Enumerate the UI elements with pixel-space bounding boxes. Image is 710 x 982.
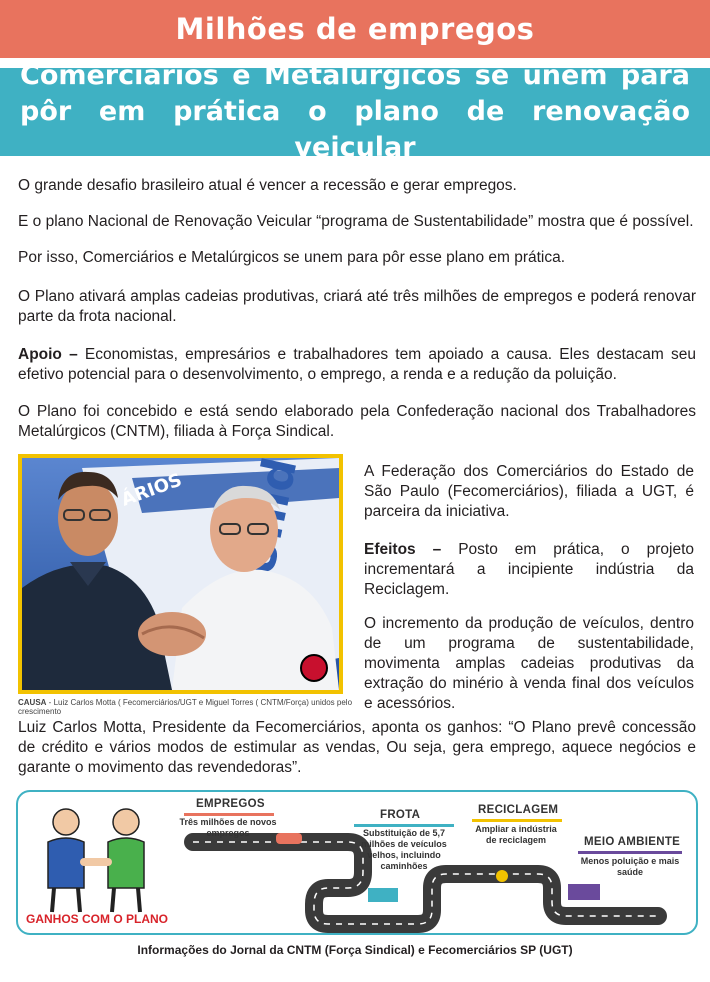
footer-credit: Informações do Jornal da CNTM (Força Sindical) e Fecomerciários SP (UGT)	[137, 943, 573, 957]
headline-box	[0, 60, 710, 163]
paragraph-4: O Plano ativará amplas cadeias produtivas, criará até três milhões de empregos e poderá renovar parte da frota nacional.	[18, 288, 696, 325]
ganhos-label: GANHOS COM O PLANO	[26, 912, 169, 926]
truck-icon	[368, 888, 398, 902]
top-banner	[0, 0, 710, 58]
reciclagem-text: Ampliar a indústria de reciclagem	[475, 824, 557, 845]
right-paragraph-efeitos	[364, 540, 694, 600]
headline-title: Comerciários e Metalúrgicos se unem para pôr em prática o plano de renovação veicular	[20, 60, 690, 163]
meio-ambiente-bar	[578, 851, 682, 854]
right-paragraph-3: O incremento da produção de veículos, dentro de um programa de sustentabilidade, movimenta amplas cadeias produtivas da extração do minério à venda final dos veículos e acessórios.	[364, 615, 694, 712]
paragraph-3: Por isso, Comerciários e Metalúrgicos se unem para pôr esse plano em prática.	[18, 249, 566, 266]
reciclagem-title: RECICLAGEM	[478, 804, 559, 816]
bike-icon	[496, 870, 508, 882]
frota-text: Substituição de 5,7 milhões de veículos velhos, incluindo caminhões	[361, 828, 447, 871]
meio-ambiente-title: MEIO AMBIENTE	[584, 836, 681, 848]
photo-banner-text-small: ÁRIOS	[118, 469, 185, 511]
caption-lead: CAUSA	[18, 698, 47, 707]
apoio-lead: Apoio –	[18, 346, 78, 363]
meio-ambiente-text: Menos poluição e mais saúde	[580, 856, 680, 877]
efeitos-lead: Efeitos –	[364, 541, 442, 558]
frota-bar	[354, 824, 454, 827]
paragraph-apoio	[18, 345, 696, 385]
paragraph-motta: Luiz Carlos Motta, Presidente da Fecomerciários, aponta os ganhos: “O Plano prevê concessão de crédito e vários modos de estimular as vendas, Ou seja, gera emprego, aquece negócios e garante o movimento das revendedoras”.	[18, 719, 696, 776]
photo	[22, 458, 339, 690]
paragraph-1: O grande desafio brasileiro atual é vencer a recessão e gerar empregos.	[18, 177, 517, 194]
photo-frame	[18, 454, 343, 694]
empregos-text: Três milhões de novos empregos	[179, 817, 277, 838]
caption-text: - Luiz Carlos Motta ( Fecomerciários/UGT e Miguel Torres ( CNTM/Força) unidos pelo crescimento	[18, 698, 353, 716]
logo-badge-icon	[301, 655, 327, 681]
banner-title: Milhões de empregos	[175, 12, 535, 46]
right-paragraph-1: A Federação dos Comerciários do Estado de São Paulo (Fecomerciários), filiada a UGT, é parceira da iniciativa.	[364, 463, 694, 520]
handshake	[138, 612, 206, 656]
paragraph-6: O Plano foi concebido e está sendo elaborado pela Confederação nacional dos Trabalhadores Metalúrgicos (CNTM), filiada à Força Sindical.	[18, 403, 696, 440]
photo-illustration	[22, 458, 339, 690]
infographic	[16, 790, 698, 935]
empregos-bar	[184, 813, 274, 816]
frota-title: FROTA	[380, 809, 421, 821]
car-icon	[276, 833, 302, 844]
paragraph-2: E o plano Nacional de Renovação Veicular “programa de Sustentabilidade” mostra que é possível.	[18, 213, 694, 230]
photo-caption	[18, 698, 358, 716]
reciclagem-bar	[472, 819, 562, 822]
empregos-title: EMPREGOS	[196, 798, 265, 810]
cartoon-workers-icon	[48, 809, 144, 912]
bus-icon	[568, 884, 600, 900]
efeitos-text: Posto em prática, o projeto incrementará a incipiente indústria da Reciclagem.	[364, 541, 694, 598]
apoio-text: Economistas, empresários e trabalhadores tem apoiado a causa. Eles destacam seu efetivo potencial para o desenvolvimento, o emprego, a renda e a redução da poluição.	[18, 346, 696, 383]
